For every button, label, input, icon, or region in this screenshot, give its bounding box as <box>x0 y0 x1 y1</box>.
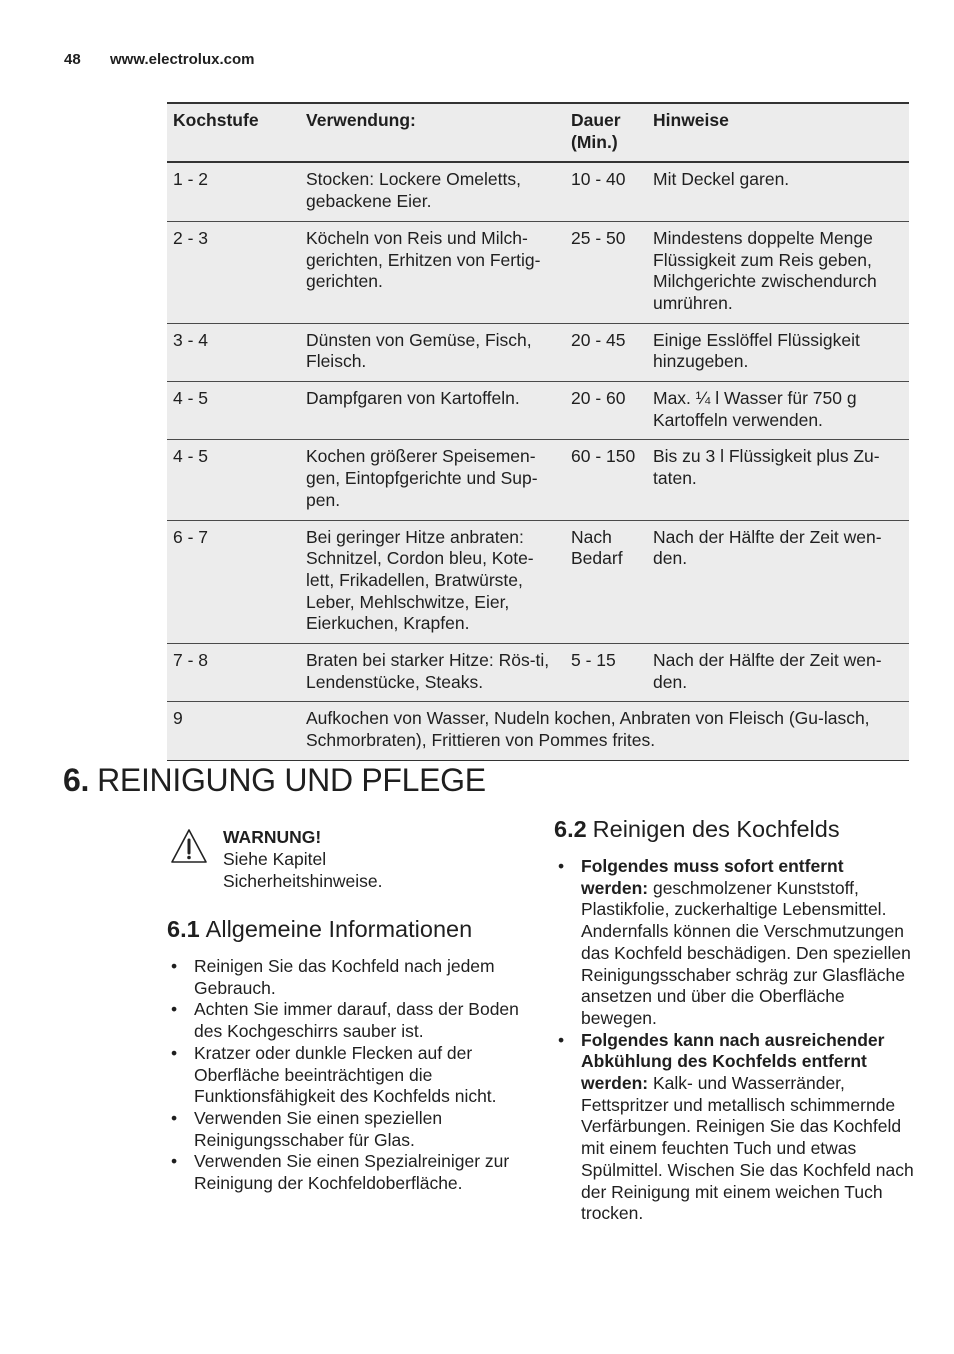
warning-line: Siehe Kapitel <box>223 849 327 869</box>
cell-notes: Mit Deckel garen. <box>647 162 909 221</box>
list-item: • Verwenden Sie einen Spezialreiniger zur Reinigung der Kochfeldoberfläche. <box>167 1151 527 1194</box>
section-number: 6. <box>63 762 90 798</box>
list-item <box>554 1030 914 1225</box>
table-header-row <box>167 103 909 162</box>
cell-usage: Dünsten von Gemüse, Fisch, Fleisch. <box>300 323 565 381</box>
cell-level: 3 - 4 <box>167 323 300 381</box>
cell-duration: 60 - 150 <box>565 440 647 520</box>
cell-level: 2 - 3 <box>167 221 300 323</box>
col-header-verwendung: Verwendung: <box>300 103 565 162</box>
warning-title: WARNUNG! <box>223 827 322 847</box>
cell-duration: 5 - 15 <box>565 644 647 702</box>
table-row <box>167 162 909 221</box>
cell-level: 7 - 8 <box>167 644 300 702</box>
table-row <box>167 221 909 323</box>
table-row-last <box>167 702 909 760</box>
list-item: • Reinigen Sie das Kochfeld nach jedem Gebrauch. <box>167 956 527 999</box>
table-row <box>167 520 909 644</box>
warning-triangle-icon <box>170 828 208 864</box>
cell-duration: 25 - 50 <box>565 221 647 323</box>
cell-usage: Stocken: Lockere Omeletts, gebackene Eier. <box>300 162 565 221</box>
cell-duration: 20 - 45 <box>565 323 647 381</box>
subsection-number: 6.1 <box>167 916 200 942</box>
cell-notes: Bis zu 3 l Flüssigkeit plus Zu-taten. <box>647 440 909 520</box>
cell-duration: Nach Bedarf <box>565 520 647 644</box>
page-header <box>64 51 255 68</box>
section-title <box>63 762 486 799</box>
subsection-title <box>167 916 472 943</box>
cell-level: 4 - 5 <box>167 440 300 520</box>
cell-notes: Einige Esslöffel Flüssigkeit hinzugeben. <box>647 323 909 381</box>
cell-notes: Nach der Hälfte der Zeit wen-den. <box>647 520 909 644</box>
warning-text <box>223 826 463 892</box>
col-header-kochstufe: Kochstufe <box>167 103 300 162</box>
cleaning-list <box>554 856 914 1225</box>
subsection-title-text: Allgemeine Informationen <box>205 916 473 942</box>
cell-duration: 20 - 60 <box>565 382 647 440</box>
list-item: • Kratzer oder dunkle Flecken auf der Oberfläche beeinträchtigen die Funktionsfähigkeit des Kochfelds nicht. <box>167 1043 527 1108</box>
warning-line: Sicherheitshinweise. <box>223 871 383 891</box>
cell-usage: Dampfgaren von Kartoffeln. <box>300 382 565 440</box>
list-item: • Verwenden Sie einen speziellen Reinigungsschaber für Glas. <box>167 1108 527 1151</box>
subsection-title-text: Reinigen des Kochfelds <box>592 816 840 842</box>
table-row <box>167 323 909 381</box>
col-header-dauer: Dauer (Min.) <box>565 103 647 162</box>
cell-level: 4 - 5 <box>167 382 300 440</box>
section-title-text: REINIGUNG UND PFLEGE <box>97 762 486 798</box>
cell-usage: Bei geringer Hitze anbraten: Schnitzel, Cordon bleu, Kote-lett, Frikadellen, Bratwürste, Leber, Mehlschwitze, Eier, Eierkuchen, Krapfen. <box>300 520 565 644</box>
cell-level: 9 <box>167 702 300 760</box>
table-row <box>167 440 909 520</box>
col-header-hinweise: Hinweise <box>647 103 909 162</box>
list-item <box>554 856 914 1030</box>
list-item-text: Kalk- und Wasserränder, Fettspritzer und metallisch schimmernde Verfärbungen. Reinigen Sie das Kochfeld mit einem feuchten Tuch und etwas Spülmittel. Wischen Sie das Kochfeld nach der Reinigung mit einem weichen Tuch trocken. <box>581 1073 914 1224</box>
list-item: • Achten Sie immer darauf, dass der Boden des Kochgeschirrs sauber ist. <box>167 999 527 1042</box>
cell-notes: Mindestens doppelte Menge Flüssigkeit zum Reis geben, Milchgerichte zwischendurch umrühren. <box>647 221 909 323</box>
table-row <box>167 644 909 702</box>
cooking-levels-table <box>167 102 909 761</box>
site-url: www.electrolux.com <box>110 51 255 68</box>
cell-usage: Köcheln von Reis und Milch-gerichten, Erhitzen von Fertig-gerichten. <box>300 221 565 323</box>
cell-duration: 10 - 40 <box>565 162 647 221</box>
table-row <box>167 382 909 440</box>
cell-level: 1 - 2 <box>167 162 300 221</box>
list-item-lead: Folgendes muss sofort entfernt werden: <box>581 856 844 898</box>
cell-level: 6 - 7 <box>167 520 300 644</box>
cell-usage-merged: Aufkochen von Wasser, Nudeln kochen, Anbraten von Fleisch (Gu-lasch, Schmorbraten), Frittieren von Pommes frites. <box>300 702 909 760</box>
subsection-number: 6.2 <box>554 816 587 842</box>
cell-usage: Braten bei starker Hitze: Rös-ti, Lendenstücke, Steaks. <box>300 644 565 702</box>
page-number: 48 <box>64 51 81 68</box>
cell-notes: Max. ¼ l Wasser für 750 g Kartoffeln verwenden. <box>647 382 909 440</box>
cell-notes: Nach der Hälfte der Zeit wen-den. <box>647 644 909 702</box>
list-item-lead: Folgendes kann nach ausreichender Abkühlung des Kochfelds entfernt werden: <box>581 1029 885 1094</box>
general-info-list <box>167 956 527 1195</box>
subsection-title <box>554 816 840 843</box>
cell-usage: Kochen größerer Speisemen-gen, Eintopfgerichte und Sup-pen. <box>300 440 565 520</box>
list-item-text: geschmolzener Kunststoff, Plastikfolie, zuckerhaltige Lebensmittel. Andernfalls können die Verschmutzungen das Kochfeld beschädigen. Den speziellen Reinigungsschaber schräg zur Glasfläche ansetzen und über die Oberfläche bewegen. <box>581 877 911 1028</box>
